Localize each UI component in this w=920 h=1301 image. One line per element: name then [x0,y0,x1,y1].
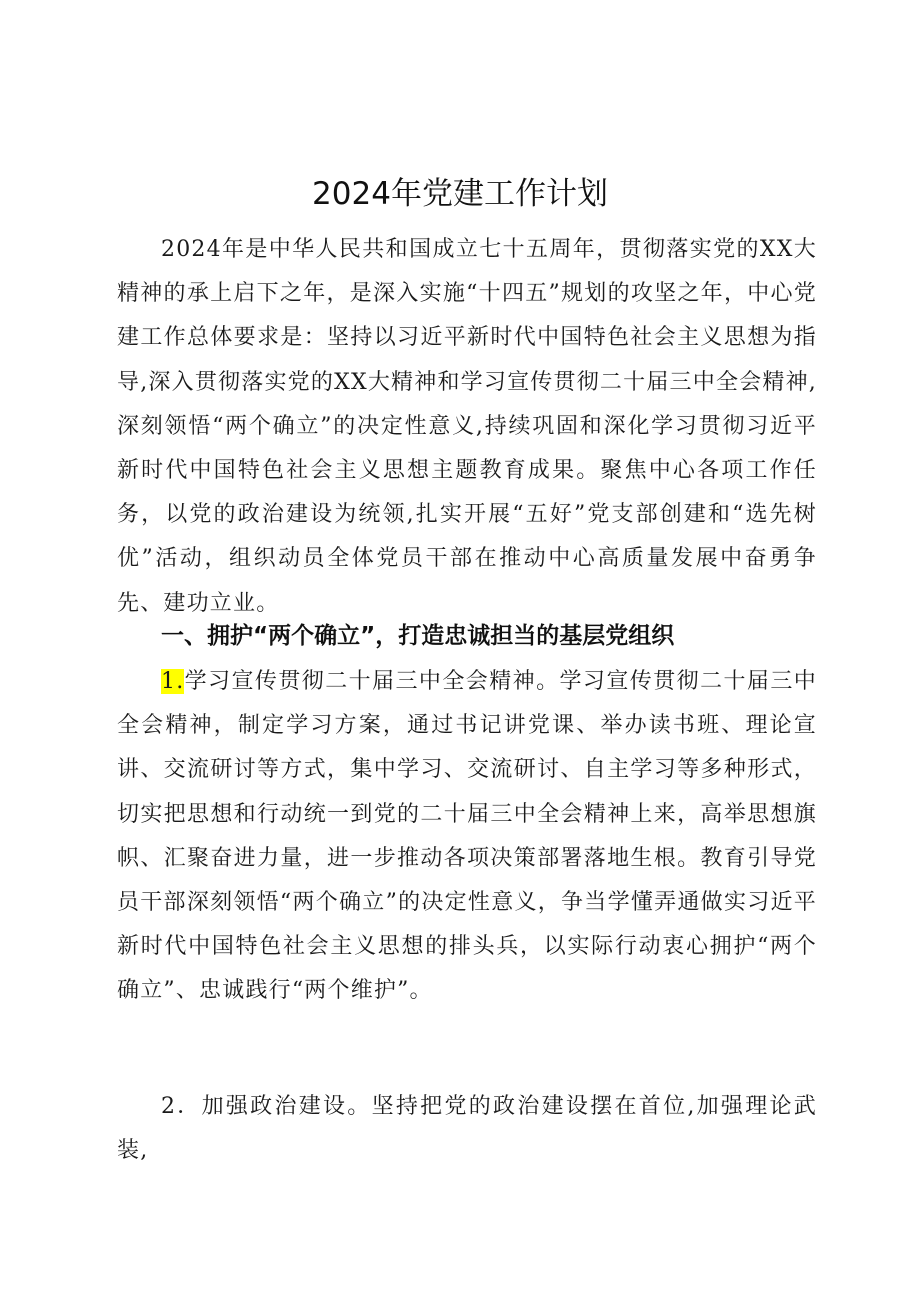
item-1-text: 学习宣传贯彻二十届三中全会精神。学习宣传贯彻二十届三中全会精神，制定学习方案，通过书记讲党课、举办读书班、理论宣讲、交流研讨等方式，集中学习、交流研讨、自主学习等多种形式，切实把思想和行动统一到党的二十届三中全会精神上来，高举思想旗帜、汇聚奋进力量，进一步推动各项决策部署落地生根。教育引导党员干部深刻领悟“两个确立”的决定性意义，争当学懂弄通做实习近平新时代中国特色社会主义思想的排头兵，以实际行动衷心拥护“两个确立”、忠诚践行“两个维护”。 [117,669,817,1004]
intro-paragraph: 2024年是中华人民共和国成立七十五周年，贯彻落实党的XX大精神的承上启下之年，是深入实施“十四五”规划的攻坚之年，中心党建工作总体要求是：坚持以习近平新时代中国特色社会主义思想为指导,深入贯彻落实党的XX大精神和学习宣传贯彻二十届三中全会精神,深刻领悟“两个确立”的决定性意义,持续巩固和深化学习贯彻习近平新时代中国特色社会主义思想主题教育成果。聚焦中心各项工作任务，以党的政治建设为统领,扎实开展“五好”党支部创建和“选先树优”活动，组织动员全体党员干部在推动中心高质量发展中奋勇争先、建功立业。 [117,237,817,616]
item-1-paragraph [117,660,817,1014]
item-1-number-highlighted: 1. [161,669,185,694]
document-title: 2024年党建工作计划 [312,176,608,212]
item-2-paragraph: 2．加强政治建设。坚持把党的政治建设摆在首位,加强理论武装, [117,1094,817,1164]
section-heading-1: 一、拥护“两个确立”，打造忠诚担当的基层党组织 [161,623,675,649]
